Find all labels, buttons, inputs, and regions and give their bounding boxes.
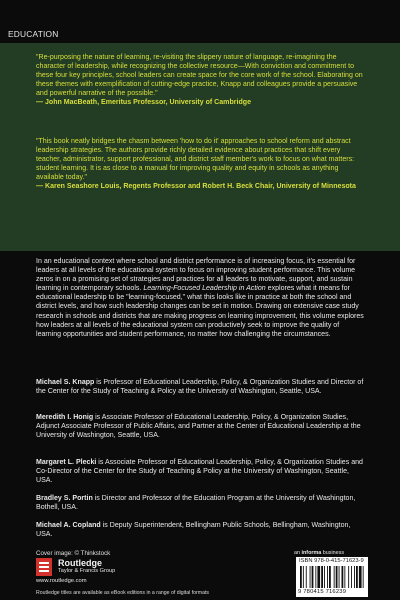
author-name: Meredith I. Honig (36, 414, 94, 421)
description-intro: In an educational context where school and district performance is of increasing focus, it's essential for leaders at all levels of the educational system to focus on improving student performance. This volume zeros in on a promising set of strategies and practices for all leaders to motivate, support, and sustain learning in contemporary schools. (36, 258, 356, 293)
author-name: Michael S. Knapp (36, 379, 95, 386)
author-bio (36, 521, 366, 539)
quote-attribution: — John MacBeath, Emeritus Professor, University of Cambridge (36, 99, 251, 107)
barcode-digits: 9 780415 716239 (298, 589, 347, 595)
publisher-group: Taylor & Francis Group (58, 568, 116, 574)
author-bio (36, 458, 366, 485)
praise-quote (36, 53, 366, 108)
author-bio-text: is Associate Professor of Educational Leadership, Policy, & Organization Studies and Co-Director of the Center for the Study of Teaching & Policy at the University of Washington, Seattle, USA. (36, 459, 363, 485)
publisher-url: www.routledge.com (36, 578, 87, 584)
quote-text: "This book neatly bridges the chasm between 'how to do it' approaches to school reform and abstract leadership strategies. The authors provide richly detailed evidence about practices that shift every teacher, administrator, support professional, and district staff member's work to focus on what matters: student learning. It is as close to a manual for improving quality and equity in schools as anything available today." (36, 138, 355, 182)
author-bio (36, 413, 366, 440)
praise-quote (36, 137, 366, 192)
author-name: Margaret L. Plecki (36, 459, 97, 466)
informa-brand: informa (301, 550, 322, 556)
routledge-logo-icon (36, 558, 52, 576)
barcode-icon (300, 566, 364, 588)
author-name: Bradley S. Portin (36, 495, 93, 502)
cover-image-credit: Cover image: © Thinkstock (36, 550, 111, 557)
author-name: Michael A. Copland (36, 522, 101, 529)
book-description (36, 257, 366, 339)
author-bio-text: is Professor of Educational Leadership, Policy, & Organization Studies and Director of the Center for the Study of Teaching & Policy at the University of Washington, Seattle, USA. (36, 379, 364, 396)
ebook-availability-note: Routledge titles are available as eBook editions in a range of digital formats (36, 590, 210, 596)
author-bio (36, 494, 366, 512)
category-label: EDUCATION (8, 29, 59, 39)
informa-suffix: business (321, 550, 345, 556)
informa-business-tag (294, 550, 344, 556)
publisher-block (36, 556, 216, 586)
author-bio-text: is Deputy Superintendent, Bellingham Public Schools, Bellingham, Washington, USA. (36, 522, 351, 539)
description-body: explores what it means for educational leadership to be "learning-focused," what this looks like in practice at both the school and district levels, and how such leadership changes can be set in motion. Drawing on extensive case study research in schools and districts that are making progress on learning improvement, this volume explores how leaders at all levels of the educational system can productively seek to improve the quality of learning opportunities and student performance, no matter how challenging the circumstances. (36, 285, 364, 338)
quote-text: "Re-purposing the nature of learning, re-visiting the slippery nature of language, re-imagining the character of leadership, while recognizing the collective resource—With conviction and commitment to these four key principles, school leaders can create space for the core work of the school. Elaborating on these themes with exemplification of cutting-edge practice, Knapp and colleagues provide a persuasive and powerful narrative of the possible." (36, 54, 363, 98)
book-title-italic: Learning-Focused Leadership in Action (143, 285, 266, 293)
author-bio (36, 378, 366, 396)
informa-prefix: an (294, 550, 302, 556)
isbn-label: ISBN 978-0-415-71623-9 (299, 558, 364, 564)
quote-attribution: — Karen Seashore Louis, Regents Professor and Robert H. Beck Chair, University of Minnesota (36, 183, 356, 191)
author-bio-text: is Associate Professor of Educational Leadership, Policy, & Organization Studies, Adjunct Associate Professor of Public Affairs, and Partner at the Center of Educational Leadership at the University of Washington, Seattle, USA. (36, 414, 361, 440)
author-bio-text: is Director and Professor of the Education Program at the University of Washington, Bothell, USA. (36, 495, 356, 512)
publisher-name: Routledge (58, 558, 102, 568)
